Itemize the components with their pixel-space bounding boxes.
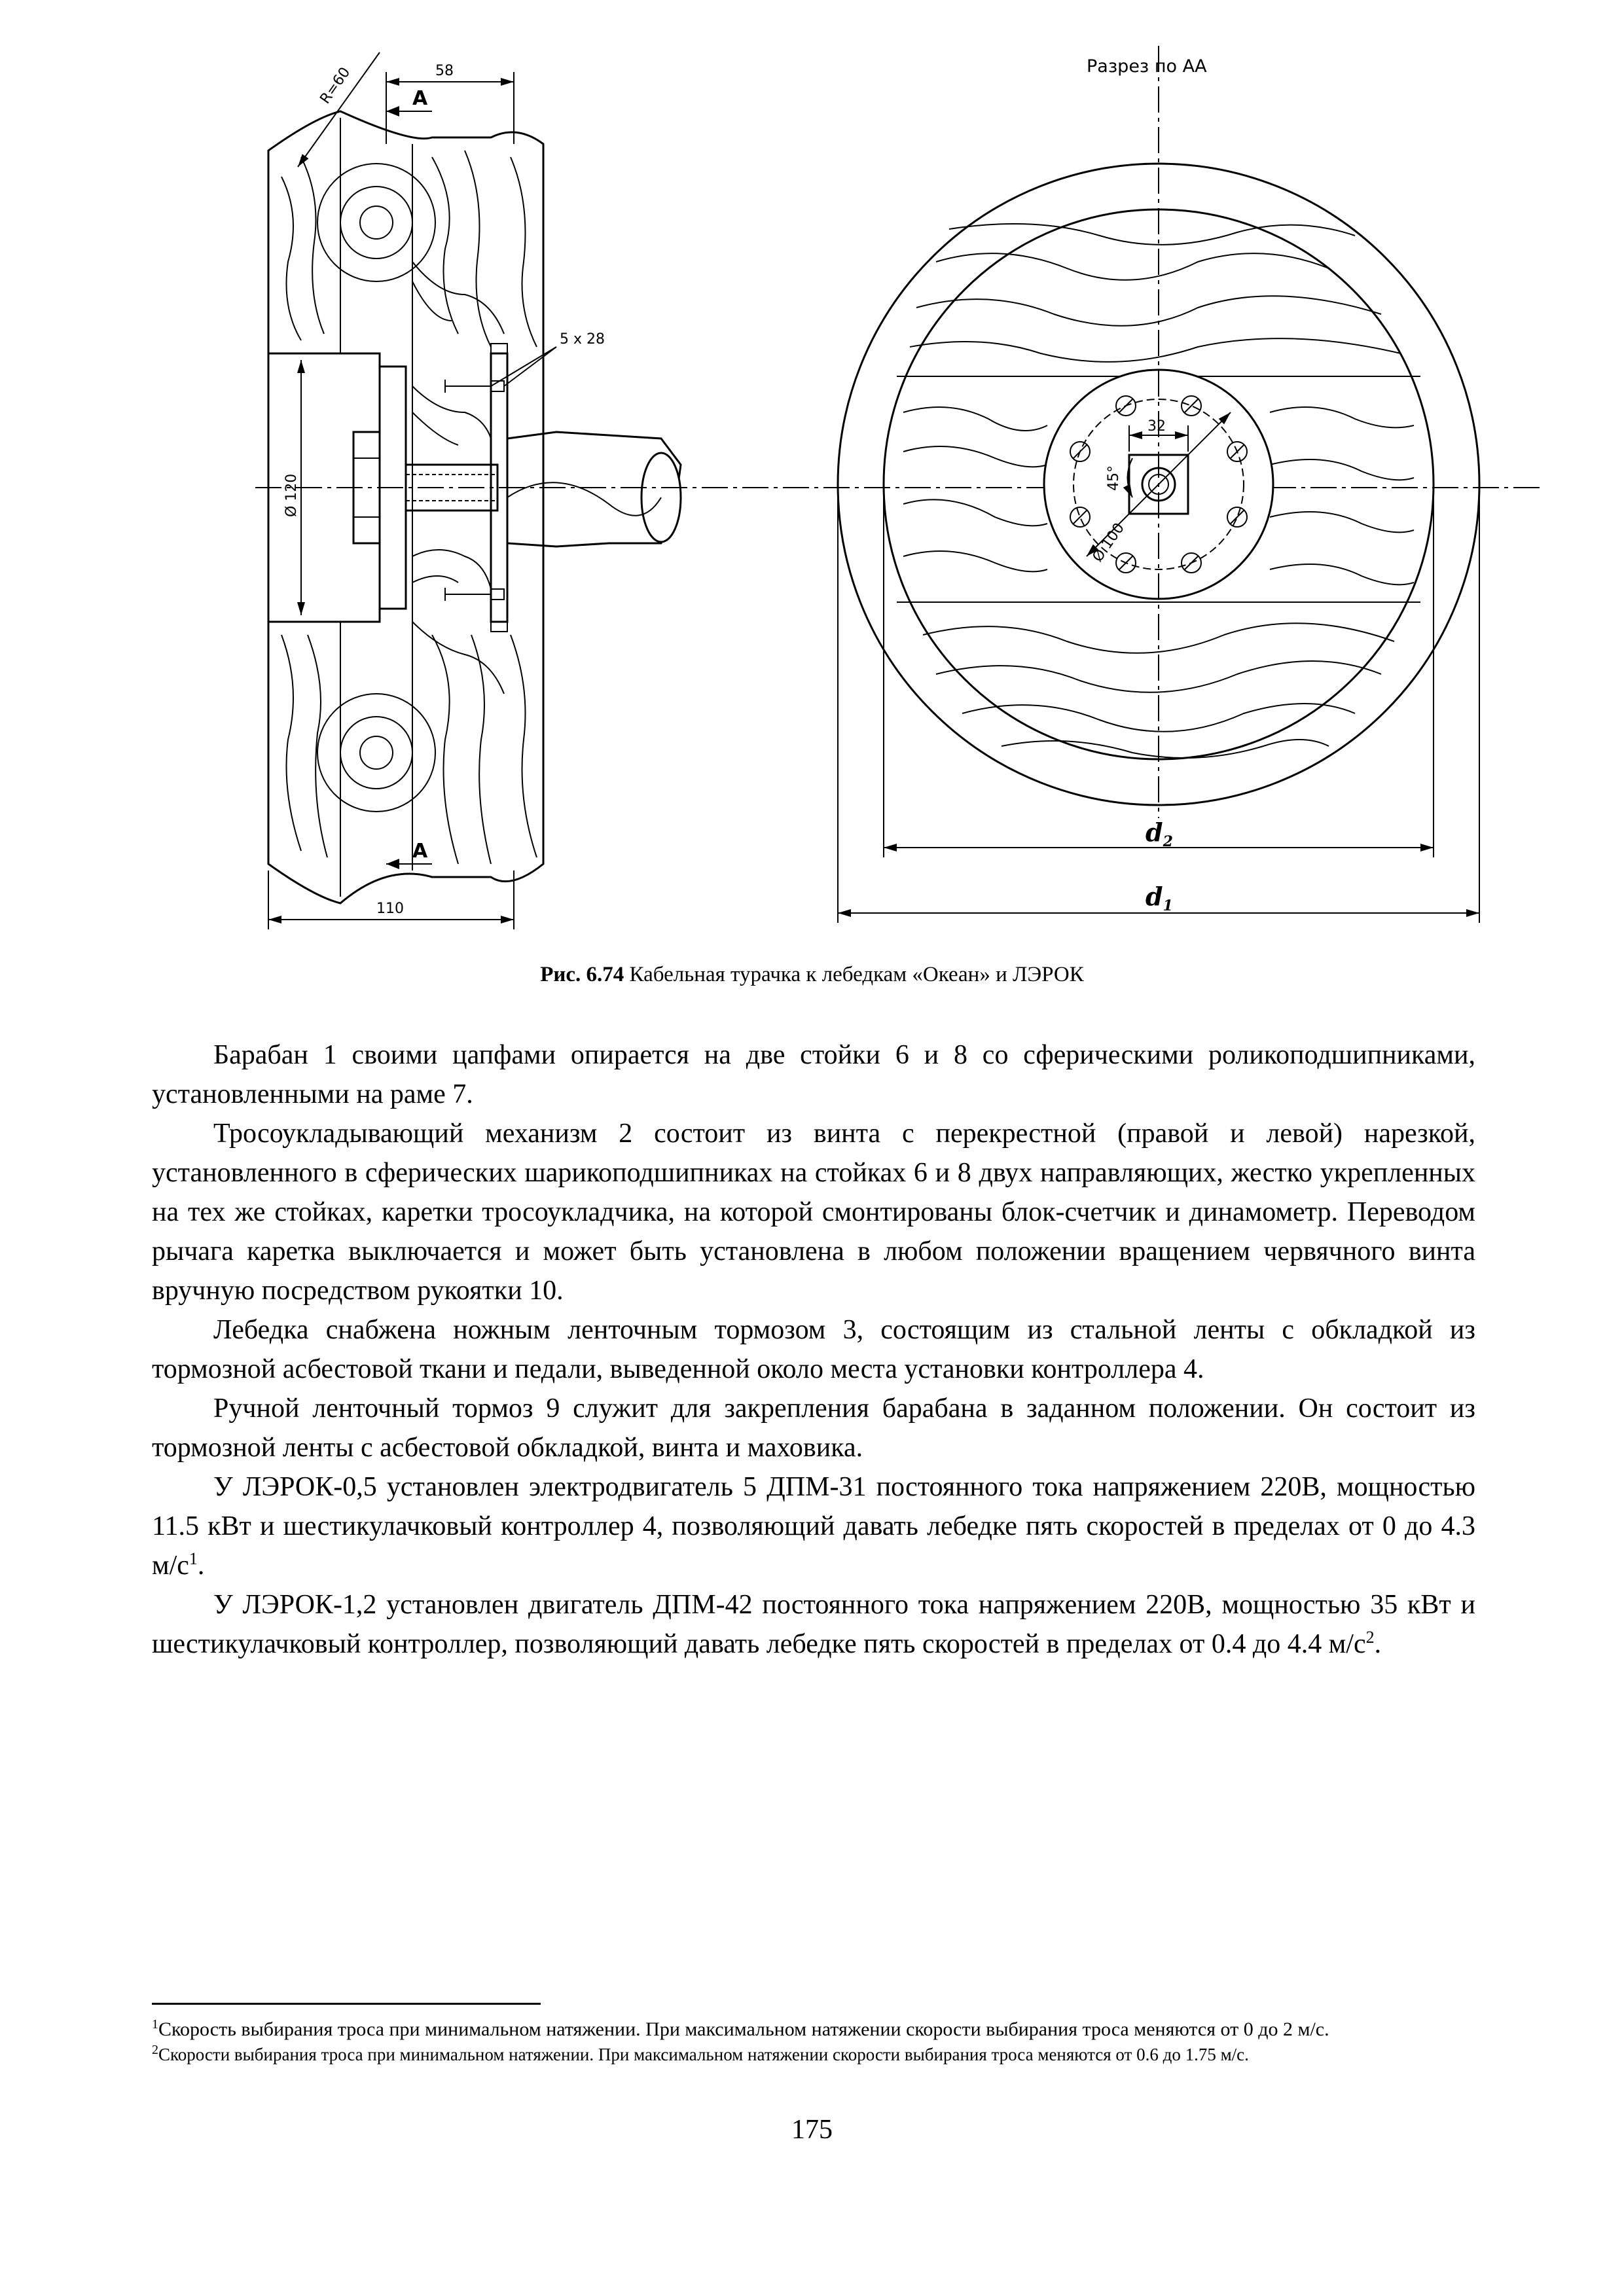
footnote-mark: 1	[152, 2017, 158, 2032]
paragraph-text: У ЛЭРОК-0,5 установлен электродвигатель 5 ДПМ-31 постоянного тока напряжением 220В, мощностью 11.5 кВт и шестикулачковый контроллер 4, позволяющий давать лебедке пять скоростей в пределах от 0 до 4.3 м/с	[152, 1472, 1475, 1581]
page-number: 175	[791, 2115, 833, 2145]
paragraph-text: У ЛЭРОК-1,2 установлен двигатель ДПМ-42 постоянного тока напряжением 220В, мощностью 35 кВт и шестикулачковый контроллер, позволяющий давать лебедке пять скоростей в пределах от 0.4 до 4.4 м/с	[152, 1590, 1475, 1659]
bolt-circle-label: Ø 100	[1089, 520, 1128, 565]
section-title: Разрез по АА	[1087, 56, 1207, 77]
screw-upper	[445, 380, 504, 393]
bottom-width-label: 110	[376, 901, 404, 917]
bolt-label: 5 x 28	[560, 331, 605, 348]
paragraph: Барабан 1 своими цапфами опирается на две стойки 6 и 8 со сферическими роликоподшипниками, установленными на раме 7.	[152, 1040, 1475, 1109]
wood-grain-lower	[281, 622, 537, 864]
technical-drawing	[216, 46, 1564, 949]
paragraph: Ручной ленточный тормоз 9 служит для закрепления барабана в заданном положении. Он состоит из тормозной ленты с асбестовой обкладкой, винта и маховика.	[152, 1393, 1475, 1463]
screw-lower	[445, 588, 504, 601]
paragraph: У ЛЭРОК-1,2 установлен двигатель ДПМ-42 постоянного тока напряжением 220В, мощностью 35 кВт и шестикулачковый контроллер, позволяющий давать лебедке пять скоростей в пределах от 0.4 до 4.4 $м/с^2$.	[152, 1590, 1475, 1659]
footnote-mark: 2	[152, 2043, 158, 2057]
body-text	[152, 1035, 1475, 1664]
square-size-label: 32	[1147, 418, 1166, 435]
paragraph: Лебедка снабжена ножным ленточным тормозом 3, состоящим из стальной ленты с обкладкой из тормозной асбестовой ткани и педали, выведенной около места установки контроллера 4.	[152, 1315, 1475, 1384]
radius-label: R=60	[317, 64, 354, 107]
figure-caption-text: Кабельная турачка к лебедкам «Океан» и ЛЭРОК	[629, 963, 1084, 986]
d1-label: $d_1$	[1146, 882, 1173, 914]
figure-number: Рис. 6.74	[540, 963, 624, 986]
footnote	[152, 2017, 1475, 2042]
footnote-separator	[152, 2003, 541, 2005]
wood-grain-upper	[281, 151, 537, 347]
footnotes	[152, 2017, 1475, 2067]
top-width-label: 58	[435, 63, 454, 79]
angle-label: 45°	[1106, 465, 1122, 491]
footnote-text: Скорость выбирания троса при минимальном натяжении. При максимальном натяжении скорости выбирания троса меняются от 0 до 2 м/с.	[158, 2018, 1329, 2040]
footnote-ref: 2	[1365, 1628, 1375, 1647]
diameter-label: Ø 120	[283, 473, 300, 517]
footnote-ref: 1	[189, 1549, 198, 1568]
footnote	[152, 2042, 1475, 2067]
footnote-text: Скорости выбирания троса при минимальном натяжении. При максимальном натяжении скорости выбирания троса меняются от 0.6 до 1.75 м/с.	[158, 2045, 1249, 2064]
section-mark-bottom: A	[412, 840, 428, 863]
side-view	[268, 111, 681, 903]
section-mark-top: A	[412, 87, 428, 110]
paragraph: У ЛЭРОК-0,5 установлен электродвигатель 5 ДПМ-31 постоянного тока напряжением 220В, мощностью 11.5 кВт и шестикулачковый контроллер 4, позволяющий давать лебедке пять скоростей в пределах от 0 до 4.3 $м/с^1$.	[152, 1472, 1475, 1581]
d2-label: $d_2$	[1146, 817, 1173, 850]
paragraph: Тросоукладывающий механизм 2 состоит из винта с перекрестной (правой и левой) нарезкой, установленного в сферических шарикоподшипниках на стойках 6 и 8 двух направляющих, жестко укрепленных на тех же стойках, каретки тросоукладчика, на которой смонтированы блок-счетчик и динамометр. Переводом рычага каретка выключается и может быть установлена в любом положении вращением червячного винта вручную посредством рукоятки 10.	[152, 1119, 1475, 1306]
figure-caption	[0, 961, 1624, 988]
